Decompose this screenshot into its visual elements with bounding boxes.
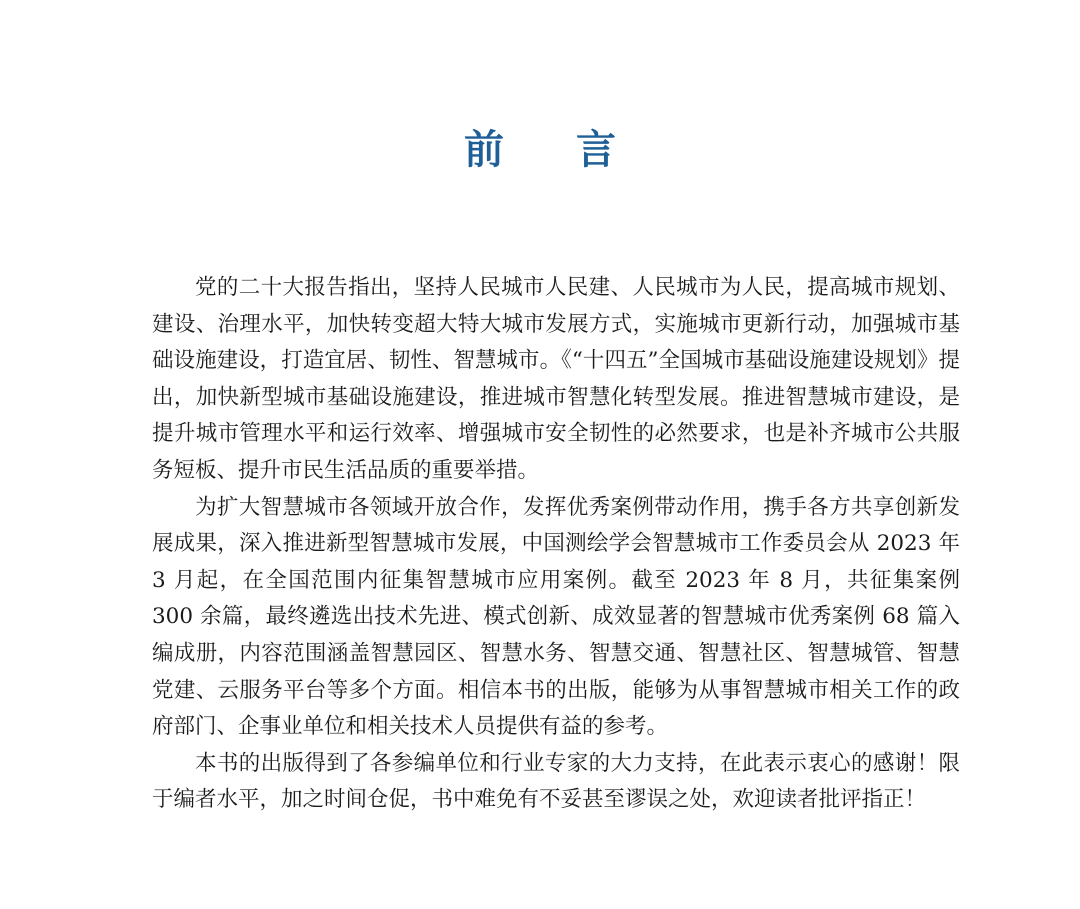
paragraph-3: 本书的出版得到了各参编单位和行业专家的大力支持，在此表示衷心的感谢！限于编者水平，加之时间仓促，书中难免有不妥甚至谬误之处，欢迎读者批评指正！ [152, 750, 960, 813]
title-char-1: 前 [464, 126, 504, 173]
title-char-2: 言 [576, 126, 616, 173]
page-title [0, 118, 1080, 175]
paragraph-2: 为扩大智慧城市各领域开放合作，发挥优秀案例带动作用，携手各方共享创新发展成果，深入推进新型智慧城市发展，中国测绘学会智慧城市工作委员会从 2023 年 3 月起，在全国范围内征集智慧城市应用案例。截至 2023 年 8 月，共征集案例 300 余篇，最终遴选出技术先进、模式创新、成效显著的智慧城市优秀案例 68 篇入编成册，内容范围涵盖智慧园区、智慧水务、智慧交通、智慧社区、智慧城管、智慧党建、云服务平台等多个方面。相信本书的出版，能够为从事智慧城市相关工作的政府部门、企事业单位和相关技术人员提供有益的参考。 [152, 494, 960, 740]
paragraph-1: 党的二十大报告指出，坚持人民城市人民建、人民城市为人民，提高城市规划、建设、治理水平，加快转变超大特大城市发展方式，实施城市更新行动，加强城市基础设施建设，打造宜居、韧性、智慧城市。《“十四五”全国城市基础设施建设规划》提出，加快新型城市基础设施建设，推进城市智慧化转型发展。推进智慧城市建设，是提升城市管理水平和运行效率、增强城市安全韧性的必然要求，也是补齐城市公共服务短板、提升市民生活品质的重要举措。 [152, 275, 960, 483]
preface-body [152, 270, 960, 819]
